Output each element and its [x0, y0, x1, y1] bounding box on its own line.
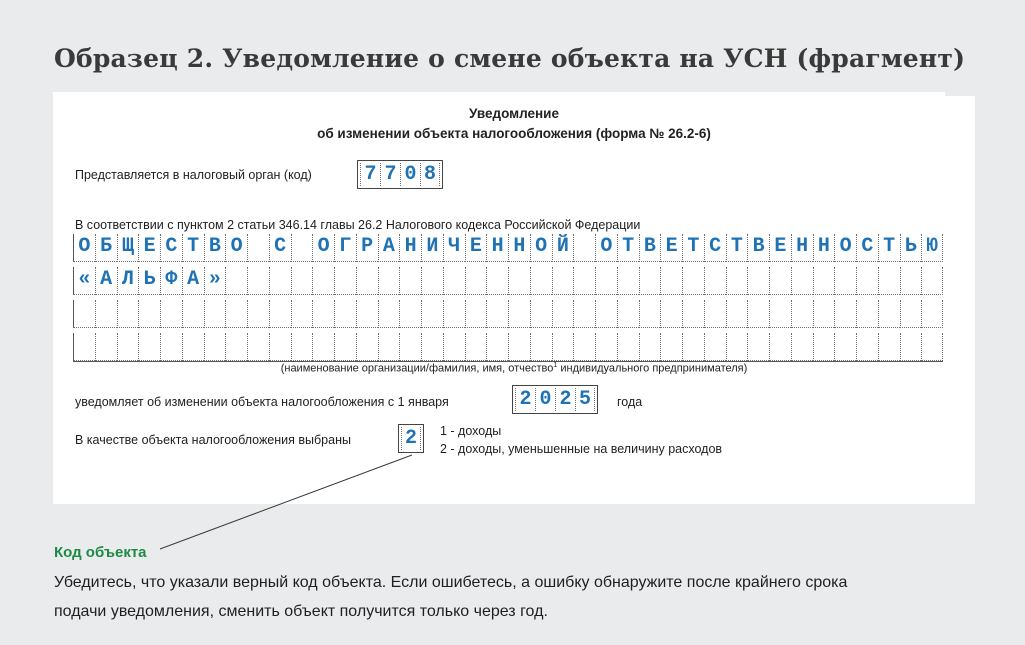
org-name-cell [334, 300, 356, 328]
callout-title: Код объекта [54, 544, 147, 561]
org-name-cell [421, 300, 443, 328]
org-name-cell [291, 267, 313, 295]
org-name-cell [356, 300, 378, 328]
org-name-cell: Ь [900, 234, 922, 262]
org-name-cell [573, 234, 595, 262]
org-name-cell [921, 333, 943, 361]
org-name-cell: Е [660, 234, 682, 262]
org-name-cell: В [204, 234, 226, 262]
org-name-cell [117, 333, 139, 361]
org-name-cell: Н [791, 234, 813, 262]
object-code-digit: 2 [401, 427, 421, 450]
code-digit: 0 [400, 163, 420, 186]
code-digit: 8 [420, 163, 440, 186]
org-name-cell [399, 300, 421, 328]
org-name-cell [291, 234, 313, 262]
year-field[interactable] [512, 385, 598, 414]
org-name-cell [813, 267, 835, 295]
org-name-cell [704, 333, 726, 361]
option-1: 1 - доходы [440, 424, 502, 438]
org-name-cell [182, 300, 204, 328]
callout-text-line-1: Убедитесь, что указали верный код объекта. Если ошибетесь, а ошибку обнаружите после крайнего срока [54, 574, 848, 591]
org-name-cell [95, 300, 117, 328]
org-name-cell [617, 300, 639, 328]
org-name-cell [291, 333, 313, 361]
org-name-cell [747, 300, 769, 328]
org-name-cell: В [747, 234, 769, 262]
org-name-cell: Б [95, 234, 117, 262]
org-name-cell [856, 267, 878, 295]
org-name-cell [204, 333, 226, 361]
org-name-cell: Н [508, 234, 530, 262]
org-name-cell: О [530, 234, 552, 262]
org-name-cell: Т [182, 234, 204, 262]
org-name-cell [399, 333, 421, 361]
org-name-cell [334, 333, 356, 361]
org-name-cell [138, 333, 160, 361]
org-name-cell [573, 300, 595, 328]
org-name-cell [443, 300, 465, 328]
org-name-cell: Н [813, 234, 835, 262]
org-name-cell [247, 267, 269, 295]
org-name-cell [247, 333, 269, 361]
org-name-cell [486, 300, 508, 328]
org-name-cell [73, 300, 95, 328]
org-name-cell: Й [552, 234, 574, 262]
org-name-cell [508, 300, 530, 328]
basis-text: В соответствии с пунктом 2 статьи 346.14 главы 26.2 Налогового кодекса Российской Федерации [75, 218, 641, 232]
org-name-cell [225, 300, 247, 328]
org-name-cell: Н [486, 234, 508, 262]
year-digit: 0 [535, 388, 555, 411]
org-name-cell [356, 333, 378, 361]
org-name-cell [312, 267, 334, 295]
org-name-cell: Ю [921, 234, 943, 262]
tax-authority-label: Представляется в налоговый орган (код) [75, 168, 312, 182]
org-name-cell: И [421, 234, 443, 262]
org-name-cell [465, 267, 487, 295]
org-name-cell [900, 333, 922, 361]
year-digit: 2 [515, 388, 535, 411]
org-name-cell [769, 267, 791, 295]
code-digit: 7 [380, 163, 400, 186]
org-name-cell: А [182, 267, 204, 295]
tax-authority-code-field[interactable] [357, 160, 443, 189]
page-title: Образец 2. Уведомление о смене объекта на УСН (фрагмент) [54, 44, 966, 73]
org-name-cell [682, 300, 704, 328]
org-name-cell [813, 300, 835, 328]
org-name-cell: С [856, 234, 878, 262]
form-header-title: Уведомление [468, 106, 559, 121]
org-name-cell [530, 333, 552, 361]
org-name-cell: « [73, 267, 95, 295]
org-name-cell [878, 333, 900, 361]
org-name-cell [73, 333, 95, 361]
org-name-cell [747, 333, 769, 361]
org-name-cell [921, 267, 943, 295]
org-name-cell [399, 267, 421, 295]
org-name-cell [530, 267, 552, 295]
org-name-cell: О [834, 234, 856, 262]
org-name-cell: Л [117, 267, 139, 295]
org-name-cell [595, 267, 617, 295]
org-name-cell [660, 267, 682, 295]
org-name-cell [900, 300, 922, 328]
org-name-cell: В [639, 234, 661, 262]
org-name-cell: О [595, 234, 617, 262]
org-name-cell [465, 333, 487, 361]
form-header-subtitle: об изменении объекта налогообложения (форма № 26.2-6) [317, 126, 711, 141]
org-name-row-3[interactable] [73, 300, 943, 328]
org-name-cell [269, 267, 291, 295]
org-name-cell: С [269, 234, 291, 262]
org-name-cell [573, 267, 595, 295]
org-name-cell [421, 333, 443, 361]
org-name-cell [247, 300, 269, 328]
org-name-row-2[interactable] [73, 267, 943, 295]
org-name-cell [921, 300, 943, 328]
org-name-cell [486, 267, 508, 295]
org-name-cell [639, 267, 661, 295]
org-name-cell [225, 333, 247, 361]
org-name-cell: О [225, 234, 247, 262]
org-name-cell: Е [138, 234, 160, 262]
org-name-cell [834, 333, 856, 361]
org-name-cell [160, 333, 182, 361]
org-name-cell [465, 300, 487, 328]
org-name-cell [726, 333, 748, 361]
org-name-cell: С [160, 234, 182, 262]
org-name-cell [726, 300, 748, 328]
year-digit: 5 [575, 388, 595, 411]
org-name-cell [813, 333, 835, 361]
org-name-cell [682, 267, 704, 295]
org-name-cell [791, 300, 813, 328]
org-name-cell: Р [356, 234, 378, 262]
org-name-cell [225, 267, 247, 295]
caption-text-before: (наименование организации/фамилия, имя, отчество [280, 362, 554, 375]
year-digit: 2 [555, 388, 575, 411]
code-digit: 7 [360, 163, 380, 186]
org-name-cell: Ь [138, 267, 160, 295]
org-name-cell [682, 333, 704, 361]
org-name-cell [117, 300, 139, 328]
org-name-cell: Ф [160, 267, 182, 295]
org-name-cell [595, 333, 617, 361]
org-name-cell [747, 267, 769, 295]
org-name-row-1[interactable] [73, 234, 943, 262]
org-name-cell [356, 267, 378, 295]
org-name-cell [791, 333, 813, 361]
org-name-cell [639, 333, 661, 361]
form-sheet [53, 92, 975, 504]
org-name-cell: Т [617, 234, 639, 262]
org-name-cell [378, 300, 400, 328]
org-name-cell [726, 267, 748, 295]
org-name-cell [639, 300, 661, 328]
org-name-cell: Г [334, 234, 356, 262]
org-name-cell [95, 333, 117, 361]
org-name-cell: А [378, 234, 400, 262]
year-suffix: года [617, 395, 643, 409]
org-name-cell: О [312, 234, 334, 262]
org-name-cell: Т [878, 234, 900, 262]
org-name-cell [443, 267, 465, 295]
object-code-field[interactable] [398, 424, 424, 453]
org-name-cell [312, 300, 334, 328]
org-name-cell [160, 300, 182, 328]
org-name-cell [660, 300, 682, 328]
org-name-cell [856, 333, 878, 361]
org-name-cell [660, 333, 682, 361]
org-name-cell [138, 300, 160, 328]
caption-text-after: индивидуального предпринимателя) [557, 362, 748, 375]
option-2: 2 - доходы, уменьшенные на величину расходов [440, 442, 723, 456]
org-name-cell: Щ [117, 234, 139, 262]
org-name-cell [856, 300, 878, 328]
org-name-cell [900, 267, 922, 295]
org-name-cell: С [704, 234, 726, 262]
org-name-cell [552, 333, 574, 361]
notify-text: уведомляет об изменении объекта налогообложения с 1 января [75, 395, 449, 409]
org-name-cell [443, 333, 465, 361]
org-name-cell [378, 267, 400, 295]
org-name-cell: Н [399, 234, 421, 262]
org-name-cell: Е [465, 234, 487, 262]
org-name-cell: Ч [443, 234, 465, 262]
org-name-cell [182, 333, 204, 361]
org-name-caption [53, 362, 975, 375]
org-name-cell: Т [682, 234, 704, 262]
org-name-cell [552, 267, 574, 295]
org-name-cell [769, 333, 791, 361]
callout-text-line-2: подачи уведомления, сменить объект получится только через год. [54, 603, 548, 620]
org-name-cell [791, 267, 813, 295]
org-name-cell [269, 333, 291, 361]
org-name-cell [508, 333, 530, 361]
org-name-cell [508, 267, 530, 295]
org-name-cell [378, 333, 400, 361]
org-name-cell [878, 300, 900, 328]
footnote-marker: 1 [553, 362, 558, 369]
org-name-cell [530, 300, 552, 328]
org-name-cell [312, 333, 334, 361]
org-name-cell [247, 234, 269, 262]
org-name-cell [552, 300, 574, 328]
org-name-cell [204, 300, 226, 328]
org-name-cell [834, 267, 856, 295]
org-name-cell [486, 333, 508, 361]
org-name-cell [704, 300, 726, 328]
org-name-cell [573, 333, 595, 361]
org-name-cell [421, 267, 443, 295]
org-name-cell [769, 300, 791, 328]
org-name-cell [334, 267, 356, 295]
org-name-cell [291, 300, 313, 328]
org-name-cell: Е [769, 234, 791, 262]
org-name-cell [595, 300, 617, 328]
org-name-cell [704, 267, 726, 295]
org-name-cell [878, 267, 900, 295]
org-name-cell: О [73, 234, 95, 262]
org-name-cell: » [204, 267, 226, 295]
org-name-cell [834, 300, 856, 328]
org-name-cell [617, 267, 639, 295]
org-name-cell [269, 300, 291, 328]
org-name-cell: А [95, 267, 117, 295]
object-label: В качестве объекта налогообложения выбраны [75, 433, 351, 447]
org-name-cell [617, 333, 639, 361]
org-name-row-4[interactable] [73, 333, 943, 362]
org-name-cell: Т [726, 234, 748, 262]
